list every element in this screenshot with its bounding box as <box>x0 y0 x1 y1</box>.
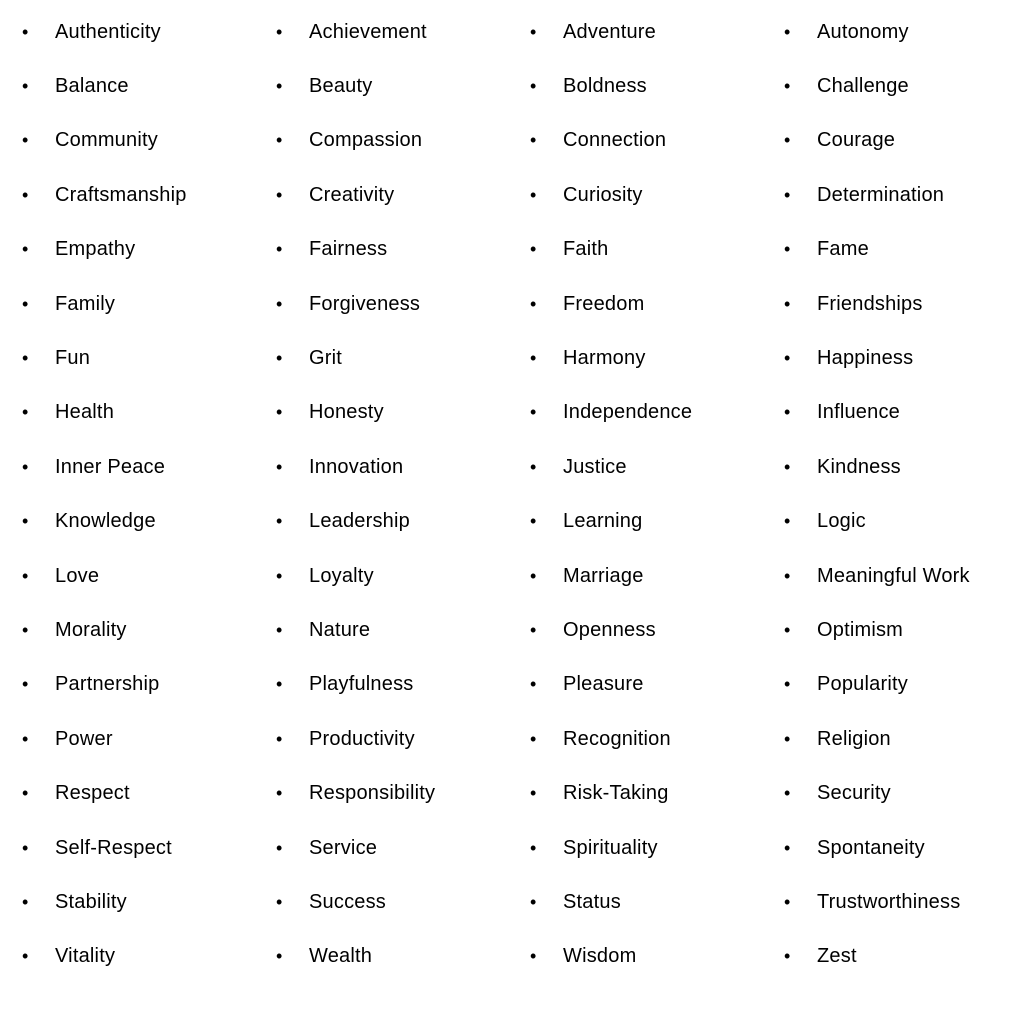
list-item <box>274 603 528 657</box>
value-label: Success <box>309 890 386 913</box>
bullet-icon: • <box>276 456 283 477</box>
bullet-icon: • <box>276 293 283 314</box>
bullet-icon: • <box>276 891 283 912</box>
bullet-icon: • <box>530 511 537 532</box>
list-item <box>274 875 528 929</box>
value-label: Openness <box>563 618 656 641</box>
value-label: Stability <box>55 890 127 913</box>
list-item <box>782 875 1024 929</box>
list-item <box>20 59 274 113</box>
bullet-icon: • <box>22 946 29 967</box>
bullet-icon: • <box>784 565 791 586</box>
bullet-icon: • <box>530 891 537 912</box>
value-label: Responsibility <box>309 782 436 805</box>
bullet-icon: • <box>22 76 29 97</box>
value-label: Zest <box>817 945 857 968</box>
bullet-icon: • <box>22 21 29 42</box>
value-label: Love <box>55 564 100 587</box>
list-item <box>782 603 1024 657</box>
list-item <box>782 59 1024 113</box>
value-label: Risk-Taking <box>563 782 669 805</box>
value-label: Morality <box>55 618 127 641</box>
values-column-3 <box>528 5 782 984</box>
value-label: Wealth <box>309 945 373 968</box>
list-item <box>274 277 528 331</box>
list-item <box>274 549 528 603</box>
list-item <box>782 5 1024 59</box>
value-label: Autonomy <box>817 20 909 43</box>
bullet-icon: • <box>276 674 283 695</box>
bullet-icon: • <box>276 946 283 967</box>
list-item <box>274 59 528 113</box>
list-item <box>528 712 782 766</box>
bullet-icon: • <box>22 619 29 640</box>
list-item <box>20 603 274 657</box>
value-label: Curiosity <box>563 183 643 206</box>
list-item <box>528 440 782 494</box>
bullet-icon: • <box>784 837 791 858</box>
bullet-icon: • <box>276 76 283 97</box>
list-item <box>782 658 1024 712</box>
value-label: Challenge <box>817 75 909 98</box>
values-column-4 <box>782 5 1024 984</box>
bullet-icon: • <box>530 674 537 695</box>
bullet-icon: • <box>276 348 283 369</box>
list-item <box>782 495 1024 549</box>
bullet-icon: • <box>784 728 791 749</box>
bullet-icon: • <box>22 402 29 423</box>
list-item <box>528 59 782 113</box>
list-item <box>274 766 528 820</box>
value-label: Fame <box>817 238 869 261</box>
list-item <box>20 495 274 549</box>
list-item <box>528 930 782 984</box>
bullet-icon: • <box>22 456 29 477</box>
list-item <box>528 658 782 712</box>
list-item <box>20 712 274 766</box>
value-label: Self-Respect <box>55 836 172 859</box>
list-item <box>274 930 528 984</box>
bullet-icon: • <box>22 184 29 205</box>
list-item <box>782 712 1024 766</box>
value-label: Happiness <box>817 347 914 370</box>
bullet-icon: • <box>22 728 29 749</box>
bullet-icon: • <box>22 239 29 260</box>
bullet-icon: • <box>784 402 791 423</box>
value-label: Boldness <box>563 75 647 98</box>
bullet-icon: • <box>530 402 537 423</box>
bullet-icon: • <box>530 184 537 205</box>
list-item <box>528 766 782 820</box>
value-label: Authenticity <box>55 20 161 43</box>
bullet-icon: • <box>530 293 537 314</box>
value-label: Vitality <box>55 945 116 968</box>
list-item <box>782 930 1024 984</box>
value-label: Family <box>55 292 116 315</box>
list-item <box>20 114 274 168</box>
value-label: Status <box>563 890 621 913</box>
bullet-icon: • <box>784 783 791 804</box>
list-item <box>528 495 782 549</box>
bullet-icon: • <box>276 239 283 260</box>
list-item <box>528 331 782 385</box>
list-item <box>20 821 274 875</box>
list-item <box>782 223 1024 277</box>
list-item <box>274 331 528 385</box>
list-item <box>528 603 782 657</box>
bullet-icon: • <box>276 728 283 749</box>
bullet-icon: • <box>22 511 29 532</box>
value-label: Wisdom <box>563 945 637 968</box>
list-item <box>274 658 528 712</box>
list-item <box>274 114 528 168</box>
bullet-icon: • <box>276 783 283 804</box>
bullet-icon: • <box>276 619 283 640</box>
value-label: Craftsmanship <box>55 183 187 206</box>
list-item <box>274 386 528 440</box>
bullet-icon: • <box>22 348 29 369</box>
bullet-icon: • <box>22 130 29 151</box>
bullet-icon: • <box>784 21 791 42</box>
value-label: Connection <box>563 129 667 152</box>
value-label: Productivity <box>309 727 415 750</box>
list-item <box>528 549 782 603</box>
value-label: Marriage <box>563 564 644 587</box>
value-label: Religion <box>817 727 891 750</box>
list-item <box>782 277 1024 331</box>
value-label: Community <box>55 129 158 152</box>
bullet-icon: • <box>530 619 537 640</box>
value-label: Leadership <box>309 510 410 533</box>
bullet-icon: • <box>784 674 791 695</box>
value-label: Balance <box>55 75 129 98</box>
bullet-icon: • <box>784 946 791 967</box>
value-label: Knowledge <box>55 510 156 533</box>
list-item <box>274 712 528 766</box>
list-item <box>20 930 274 984</box>
value-label: Determination <box>817 183 945 206</box>
value-label: Fairness <box>309 238 388 261</box>
list-item <box>782 766 1024 820</box>
bullet-icon: • <box>530 565 537 586</box>
value-label: Faith <box>563 238 609 261</box>
value-label: Kindness <box>817 455 901 478</box>
bullet-icon: • <box>22 674 29 695</box>
value-label: Popularity <box>817 673 908 696</box>
bullet-icon: • <box>22 783 29 804</box>
list-item <box>20 386 274 440</box>
list-item <box>274 223 528 277</box>
list-item <box>20 277 274 331</box>
value-label: Influence <box>817 401 900 424</box>
bullet-icon: • <box>276 565 283 586</box>
bullet-icon: • <box>530 76 537 97</box>
list-item <box>274 495 528 549</box>
list-item <box>782 821 1024 875</box>
bullet-icon: • <box>530 728 537 749</box>
list-item <box>20 5 274 59</box>
value-label: Empathy <box>55 238 136 261</box>
value-label: Power <box>55 727 113 750</box>
value-label: Meaningful Work <box>817 564 970 587</box>
list-item <box>20 766 274 820</box>
list-item <box>20 331 274 385</box>
bullet-icon: • <box>530 837 537 858</box>
list-item <box>782 440 1024 494</box>
list-item <box>528 821 782 875</box>
list-item <box>782 386 1024 440</box>
list-item <box>274 821 528 875</box>
value-label: Innovation <box>309 455 404 478</box>
list-item <box>274 440 528 494</box>
bullet-icon: • <box>22 293 29 314</box>
value-label: Freedom <box>563 292 645 315</box>
value-label: Forgiveness <box>309 292 421 315</box>
bullet-icon: • <box>784 76 791 97</box>
value-label: Pleasure <box>563 673 644 696</box>
bullet-icon: • <box>276 837 283 858</box>
value-label: Spontaneity <box>817 836 925 859</box>
value-label: Recognition <box>563 727 671 750</box>
bullet-icon: • <box>784 456 791 477</box>
bullet-icon: • <box>530 21 537 42</box>
list-item <box>528 223 782 277</box>
value-label: Playfulness <box>309 673 414 696</box>
value-label: Grit <box>309 347 343 370</box>
values-column-2 <box>274 5 528 984</box>
list-item <box>20 440 274 494</box>
list-item <box>528 114 782 168</box>
bullet-icon: • <box>530 239 537 260</box>
bullet-icon: • <box>276 511 283 532</box>
bullet-icon: • <box>276 21 283 42</box>
bullet-icon: • <box>784 511 791 532</box>
values-column-1 <box>20 5 274 984</box>
value-label: Fun <box>55 347 91 370</box>
bullet-icon: • <box>22 837 29 858</box>
list-item <box>528 386 782 440</box>
value-label: Honesty <box>309 401 384 424</box>
list-item <box>20 168 274 222</box>
value-label: Harmony <box>563 347 646 370</box>
value-label: Nature <box>309 618 371 641</box>
value-label: Logic <box>817 510 866 533</box>
bullet-icon: • <box>784 130 791 151</box>
value-label: Beauty <box>309 75 373 98</box>
list-item <box>20 875 274 929</box>
value-label: Compassion <box>309 129 423 152</box>
value-label: Partnership <box>55 673 160 696</box>
list-item <box>528 5 782 59</box>
bullet-icon: • <box>530 130 537 151</box>
value-label: Achievement <box>309 20 427 43</box>
bullet-icon: • <box>530 946 537 967</box>
value-label: Independence <box>563 401 693 424</box>
list-item <box>528 875 782 929</box>
bullet-icon: • <box>784 293 791 314</box>
value-label: Health <box>55 401 115 424</box>
list-item <box>274 5 528 59</box>
value-label: Service <box>309 836 378 859</box>
value-label: Learning <box>563 510 643 533</box>
bullet-icon: • <box>784 184 791 205</box>
value-label: Courage <box>817 129 896 152</box>
value-label: Optimism <box>817 618 904 641</box>
list-item <box>20 549 274 603</box>
list-item <box>782 114 1024 168</box>
bullet-icon: • <box>22 565 29 586</box>
bullet-icon: • <box>784 619 791 640</box>
value-label: Security <box>817 782 891 805</box>
list-item <box>20 223 274 277</box>
bullet-icon: • <box>276 402 283 423</box>
value-label: Friendships <box>817 292 923 315</box>
value-label: Spirituality <box>563 836 658 859</box>
bullet-icon: • <box>276 184 283 205</box>
bullet-icon: • <box>530 783 537 804</box>
list-item <box>20 658 274 712</box>
list-item <box>274 168 528 222</box>
list-item <box>782 331 1024 385</box>
list-item <box>528 168 782 222</box>
list-item <box>782 168 1024 222</box>
value-label: Respect <box>55 782 130 805</box>
value-label: Inner Peace <box>55 455 166 478</box>
list-item <box>782 549 1024 603</box>
bullet-icon: • <box>276 130 283 151</box>
bullet-icon: • <box>784 891 791 912</box>
bullet-icon: • <box>784 239 791 260</box>
value-label: Justice <box>563 455 627 478</box>
bullet-icon: • <box>784 348 791 369</box>
list-item <box>528 277 782 331</box>
value-label: Creativity <box>309 183 395 206</box>
value-label: Trustworthiness <box>817 890 961 913</box>
bullet-icon: • <box>530 456 537 477</box>
value-label: Loyalty <box>309 564 374 587</box>
value-label: Adventure <box>563 20 656 43</box>
bullet-icon: • <box>22 891 29 912</box>
bullet-icon: • <box>530 348 537 369</box>
